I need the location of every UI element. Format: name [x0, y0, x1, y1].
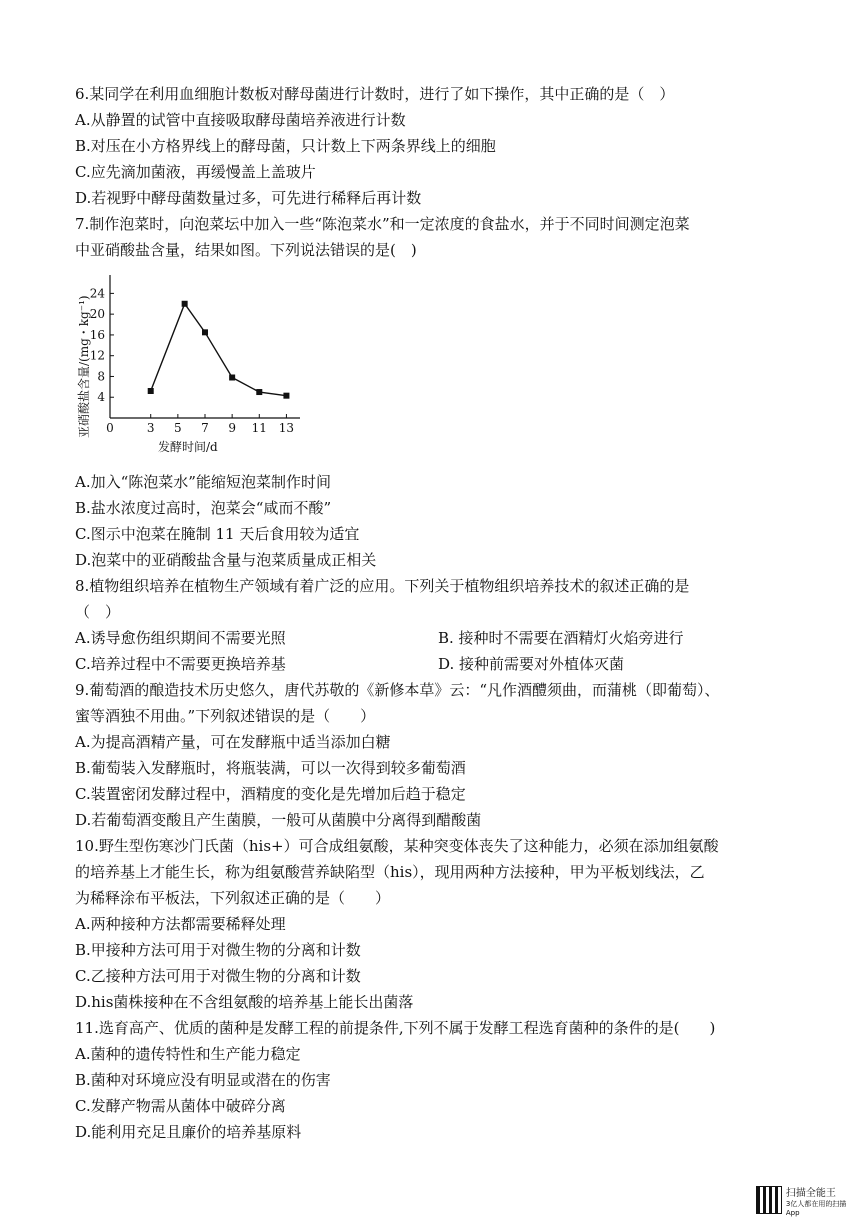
- q-line: （ ）: [75, 603, 121, 621]
- q-line: D.泡菜中的亚硝酸盐含量与泡菜质量成正相关: [75, 551, 377, 569]
- x-tick-label: 0: [106, 421, 114, 435]
- q-line: C.乙接种方法可用于对微生物的分离和计数: [75, 967, 361, 985]
- q-line: C.应先滴加菌液，再缓慢盖上盖玻片: [75, 163, 316, 181]
- q-line: 9.葡萄酒的酿造技术历史悠久，唐代苏敬的《新修本草》云：“凡作酒醴须曲，而蒲桃（即葡萄）、: [75, 681, 720, 699]
- chart-x-label: 发酵时间/d: [158, 440, 218, 454]
- q-line: 为稀释涂布平板法，下列叙述正确的是（ ）: [75, 889, 391, 907]
- badge-sub: 3亿人都在用的扫描App: [785, 1199, 847, 1217]
- data-point: [148, 388, 154, 394]
- q-line: D.his菌株接种在不含组氨酸的培养基上能长出菌落: [75, 993, 414, 1011]
- q-line: B.盐水浓度过高时，泡菜会“咸而不酸”: [75, 499, 332, 517]
- nitrite-line-chart: [70, 268, 310, 468]
- q-line: 蜜等酒独不用曲。”下列叙述错误的是（ ）: [75, 707, 376, 725]
- q-line: C.图示中泡菜在腌制 11 天后食用较为适宜: [75, 525, 360, 543]
- q-line: A.诱导愈伤组织期间不需要光照: [75, 629, 286, 647]
- q-line: C.发酵产物需从菌体中破碎分离: [75, 1097, 286, 1115]
- q-line: B. 接种时不需要在酒精灯火焰旁进行: [438, 629, 684, 647]
- series-line: [151, 304, 287, 396]
- q-line: A.两种接种方法都需要稀释处理: [75, 915, 286, 933]
- y-tick-label: 12: [89, 348, 105, 363]
- q-line: C.培养过程中不需要更换培养基: [75, 655, 286, 673]
- q-line: D.若视野中酵母菌数量过多，可先进行稀释后再计数: [75, 189, 422, 207]
- q-line: 中亚硝酸盐含量，结果如图。下列说法错误的是( ): [75, 241, 417, 259]
- q-line: D.若葡萄酒变酸且产生菌膜，一般可从菌膜中分离得到醋酸菌: [75, 811, 482, 829]
- x-tick-label: 5: [174, 421, 182, 435]
- qr-code-icon: [756, 1186, 782, 1214]
- q-line: B.甲接种方法可用于对微生物的分离和计数: [75, 941, 361, 959]
- q-line: 10.野生型伤寒沙门氏菌（his+）可合成组氨酸，某种突变体丧失了这种能力，必须在添加组氨酸: [75, 837, 719, 855]
- x-tick-label: 11: [251, 421, 267, 435]
- q-line: C.装置密闭发酵过程中，酒精度的变化是先增加后趋于稳定: [75, 785, 466, 803]
- chart-y-label: 亚硝酸盐含量/(mg・kg⁻¹): [77, 295, 91, 438]
- q-line: A.菌种的遗传特性和生产能力稳定: [75, 1045, 301, 1063]
- x-tick-label: 7: [201, 421, 209, 435]
- q-line: 11.选育高产、优质的菌种是发酵工程的前提条件,下列不属于发酵工程选育菌种的条件的是( ): [75, 1019, 716, 1037]
- q-line: A.从静置的试管中直接吸取酵母菌培养液进行计数: [75, 111, 406, 129]
- x-tick-label: 13: [278, 421, 295, 435]
- q-line: 的培养基上才能生长，称为组氨酸营养缺陷型（his），现用两种方法接种，甲为平板划线法，乙: [75, 863, 705, 881]
- q-line: 7.制作泡菜时，向泡菜坛中加入一些“陈泡菜水”和一定浓度的食盐水，并于不同时间测定泡菜: [75, 215, 690, 233]
- data-point: [202, 329, 208, 335]
- data-point: [182, 301, 188, 307]
- q-line: A.加入“陈泡菜水”能缩短泡菜制作时间: [75, 473, 331, 491]
- q-line: D.能利用充足且廉价的培养基原料: [75, 1123, 302, 1141]
- q-line: B.对压在小方格界线上的酵母菌，只计数上下两条界线上的细胞: [75, 137, 496, 155]
- y-tick-label: 24: [89, 286, 105, 301]
- q-line: B.菌种对环境应没有明显或潜在的伤害: [75, 1071, 331, 1089]
- data-point: [229, 375, 235, 381]
- data-point: [283, 393, 289, 399]
- q-line: 6.某同学在利用血细胞计数板对酵母菌进行计数时，进行了如下操作，其中正确的是（ ）: [75, 85, 675, 103]
- x-tick-label: 9: [228, 421, 236, 435]
- scanner-badge: [756, 1178, 854, 1222]
- y-tick-label: 20: [89, 307, 105, 322]
- data-point: [256, 389, 262, 395]
- x-tick-label: 3: [146, 421, 155, 435]
- y-tick-label: 8: [97, 369, 105, 384]
- q-line: D. 接种前需要对外植体灭菌: [438, 655, 625, 673]
- y-tick-label: 4: [97, 390, 105, 405]
- q-line: B.葡萄装入发酵瓶时，将瓶装满，可以一次得到较多葡萄酒: [75, 759, 466, 777]
- badge-label: 扫描全能王: [785, 1187, 836, 1199]
- y-tick-label: 16: [89, 327, 105, 342]
- q-line: A.为提高酒精产量，可在发酵瓶中适当添加白糖: [75, 733, 391, 751]
- q-line: 8.植物组织培养在植物生产领域有着广泛的应用。下列关于植物组织培养技术的叙述正确的是: [75, 577, 690, 595]
